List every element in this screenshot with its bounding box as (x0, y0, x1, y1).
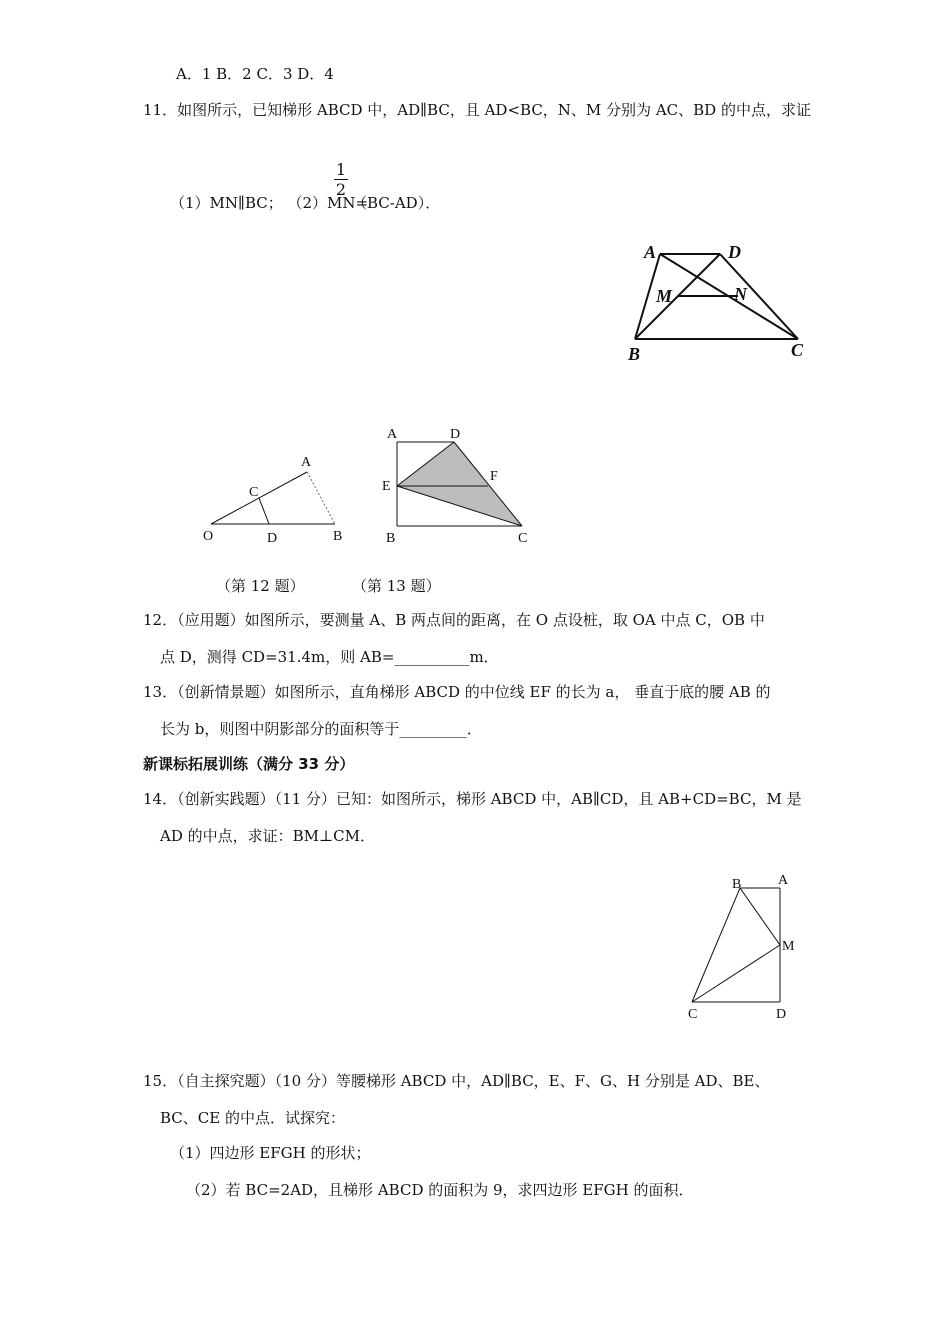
segment-bm (740, 888, 780, 945)
q11-trapezoid-figure (620, 236, 820, 366)
q11-part-a: （1）MN∥BC； （2）MN= (170, 194, 369, 212)
label-d: D (776, 1007, 787, 1022)
label-c: C (791, 340, 804, 360)
label-b: B (386, 531, 396, 546)
fig12-caption: （第 12 题） (216, 577, 305, 595)
label-e: E (382, 479, 391, 494)
q11-part-b: （BC-AD）． (352, 194, 441, 212)
segment-oa (211, 472, 307, 524)
q11-fraction (333, 160, 349, 199)
q12-line1: 12．（应用题）如图所示，要测量 A、B 两点间的距离，在 O 点设桩，取 OA 中点 C，OB 中 (143, 611, 765, 629)
label-f: F (490, 469, 498, 484)
fraction-denominator: 2 (335, 180, 347, 199)
label-b: B (333, 529, 343, 544)
label-m: M (656, 286, 673, 306)
q12-line2: 点 D，测得 CD=31.4m，则 AB=__________m． (160, 648, 499, 666)
q15-line2: BC、CE 的中点．试探究： (160, 1109, 345, 1127)
label-a: A (387, 427, 398, 442)
q14-line1: 14．（创新实践题）（11 分）已知：如图所示，梯形 ABCD 中，AB∥CD，且 AB+CD=BC，M 是 (143, 790, 802, 808)
segment-bc (692, 888, 740, 1002)
q14-trapezoid-figure (680, 866, 800, 1026)
q15-line1: 15．（自主探究题）（10 分）等腰梯形 ABCD 中，AD∥BC，E、F、G、H 分别是 AD、BE、 (143, 1072, 770, 1090)
label-b: B (732, 877, 742, 892)
label-n: N (734, 284, 747, 304)
fraction-numerator: 1 (335, 160, 347, 179)
shaded-triangle (397, 442, 522, 526)
fig13-caption: （第 13 题） (352, 577, 441, 595)
section-title: 新课标拓展训练（满分 33 分） (143, 755, 355, 773)
label-c: C (249, 485, 259, 500)
label-m: M (782, 939, 795, 954)
q15-line4: （2）若 BC=2AD，且梯形 ABCD 的面积为 9，求四边形 EFGH 的面积． (186, 1181, 694, 1199)
segment-ab-dotted (307, 472, 335, 524)
label-d: D (728, 242, 741, 262)
segment-cm (692, 945, 780, 1002)
segment-cd (259, 498, 269, 524)
q13-line2: 长为 b，则图中阴影部分的面积等于_________． (160, 720, 482, 738)
label-d: D (450, 427, 461, 442)
label-b: B (628, 344, 641, 364)
label-c: C (518, 531, 528, 546)
q13-line1: 13．（创新情景题）如图所示，直角梯形 ABCD 的中位线 EF 的长为 a， 垂直于底的腰 AB 的 (143, 683, 771, 701)
q15-line3: （1）四边形 EFGH 的形状； (170, 1144, 371, 1162)
label-o: O (203, 529, 214, 544)
q10-options: A．1 B．2 C．3 D．4 (176, 65, 334, 83)
fig13-right-trapezoid (378, 422, 538, 552)
label-a: A (778, 873, 789, 888)
q11-stem: 11．如图所示，已知梯形 ABCD 中，AD∥BC，且 AD<BC，N、M 分别为 AC、BD 的中点，求证 (143, 101, 811, 119)
label-a: A (301, 455, 312, 470)
label-c: C (688, 1007, 698, 1022)
q14-line2: AD 的中点，求证：BM⊥CM． (160, 827, 375, 845)
fig12-triangle (195, 448, 355, 548)
label-a: A (644, 242, 657, 262)
label-d: D (267, 531, 278, 546)
